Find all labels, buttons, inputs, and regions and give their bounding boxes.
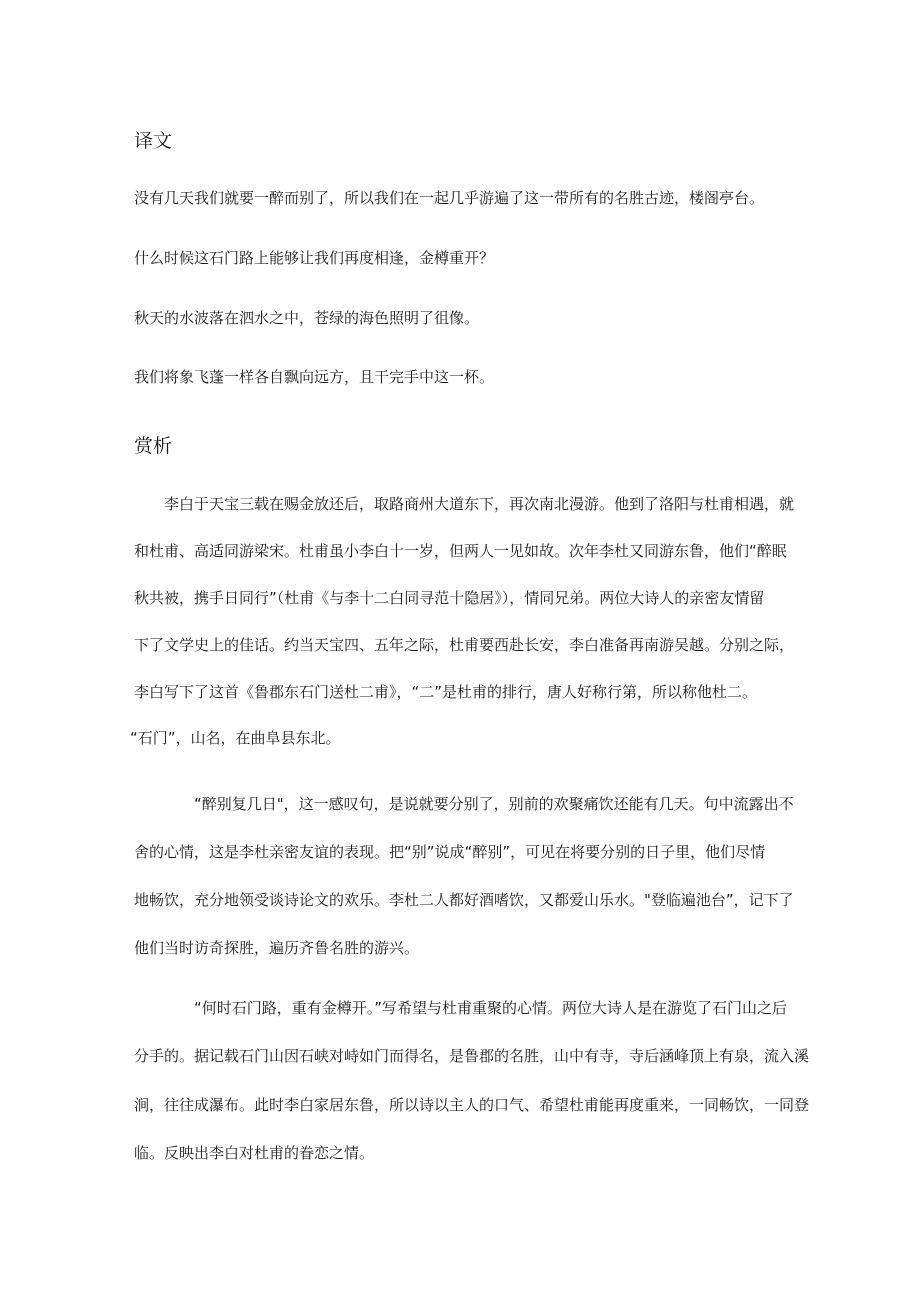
paragraph-line: “何时石门路，重有金樽开。”写希望与杜甫重聚的心情。两位大诗人是在游览了石门山之后	[134, 999, 788, 1017]
paragraph-line: 临。反映出李白对杜甫的眷恋之情。	[134, 1144, 375, 1162]
translation-line-2: 什么时候这石门路上能够让我们再度相逢，金樽重开？	[134, 249, 495, 267]
paragraph-line: “石门”，山名，在曲阜县东北。	[130, 729, 341, 747]
paragraph-line: 秋共被，携手日同行”（杜甫《与李十二白同寻范十隐居》），情同兄弟。两位大诗人的亲密友情留	[134, 589, 765, 607]
paragraph-line: 和杜甫、高适同游梁宋。杜甫虽小李白十一岁，但两人一见如故。次年李杜又同游东鲁，他们“醉眠	[134, 542, 787, 560]
paragraph-line: 他们当时访奇探胜，遍历齐鲁名胜的游兴。	[134, 939, 420, 957]
paragraph-line: 李白写下了这首《鲁郡东石门送杜二甫》，“二”是杜甫的排行，唐人好称行第，所以称他杜二。	[134, 683, 758, 701]
appreciation-heading: 赏析	[134, 435, 173, 457]
paragraph-line: 分手的。据记载石门山因石峡对峙如门而得名，是鲁郡的名胜，山中有寺，寺后涵峰顶上有泉，流入溪	[134, 1047, 810, 1065]
paragraph-line: 李白于天宝三载在赐金放还后，取路商州大道东下，再次南北漫游。他到了洛阳与杜甫相遇，就	[134, 495, 795, 513]
translation-line-4: 我们将象飞蓬一样各自飘向远方，且干完手中这一杯。	[134, 368, 495, 386]
paragraph-line: 涧，往往成瀑布。此时李白家居东鲁，所以诗以主人的口气、希望杜甫能再度重来，一同畅饮，一同登	[134, 1096, 810, 1114]
translation-line-3: 秋天的水波落在泗水之中，苍绿的海色照明了徂像。	[134, 309, 480, 327]
translation-line-1: 没有几天我们就要一醉而别了，所以我们在一起几乎游遍了这一带所有的名胜古迹，楼阁亭台。	[134, 189, 765, 207]
paragraph-line: 舍的心情，这是李杜亲密友谊的表现。把“别”说成“醉别”，可见在将要分别的日子里，他们尽情	[134, 843, 766, 861]
paragraph-line: 下了文学史上的佳话。约当天宝四、五年之际，杜甫要西赴长安，李白准备再南游吴越。分别之际，	[134, 636, 795, 654]
translation-heading: 译文	[134, 130, 173, 152]
paragraph-line: 地畅饮，充分地领受谈诗论文的欢乐。李杜二人都好酒嗜饮，又都爱山乐水。"登临遍池台”，记下了	[134, 891, 794, 909]
paragraph-line: “醉别复几日"，这一感叹句，是说就要分别了，别前的欢聚痛饮还能有几天。句中流露出不	[134, 795, 794, 813]
